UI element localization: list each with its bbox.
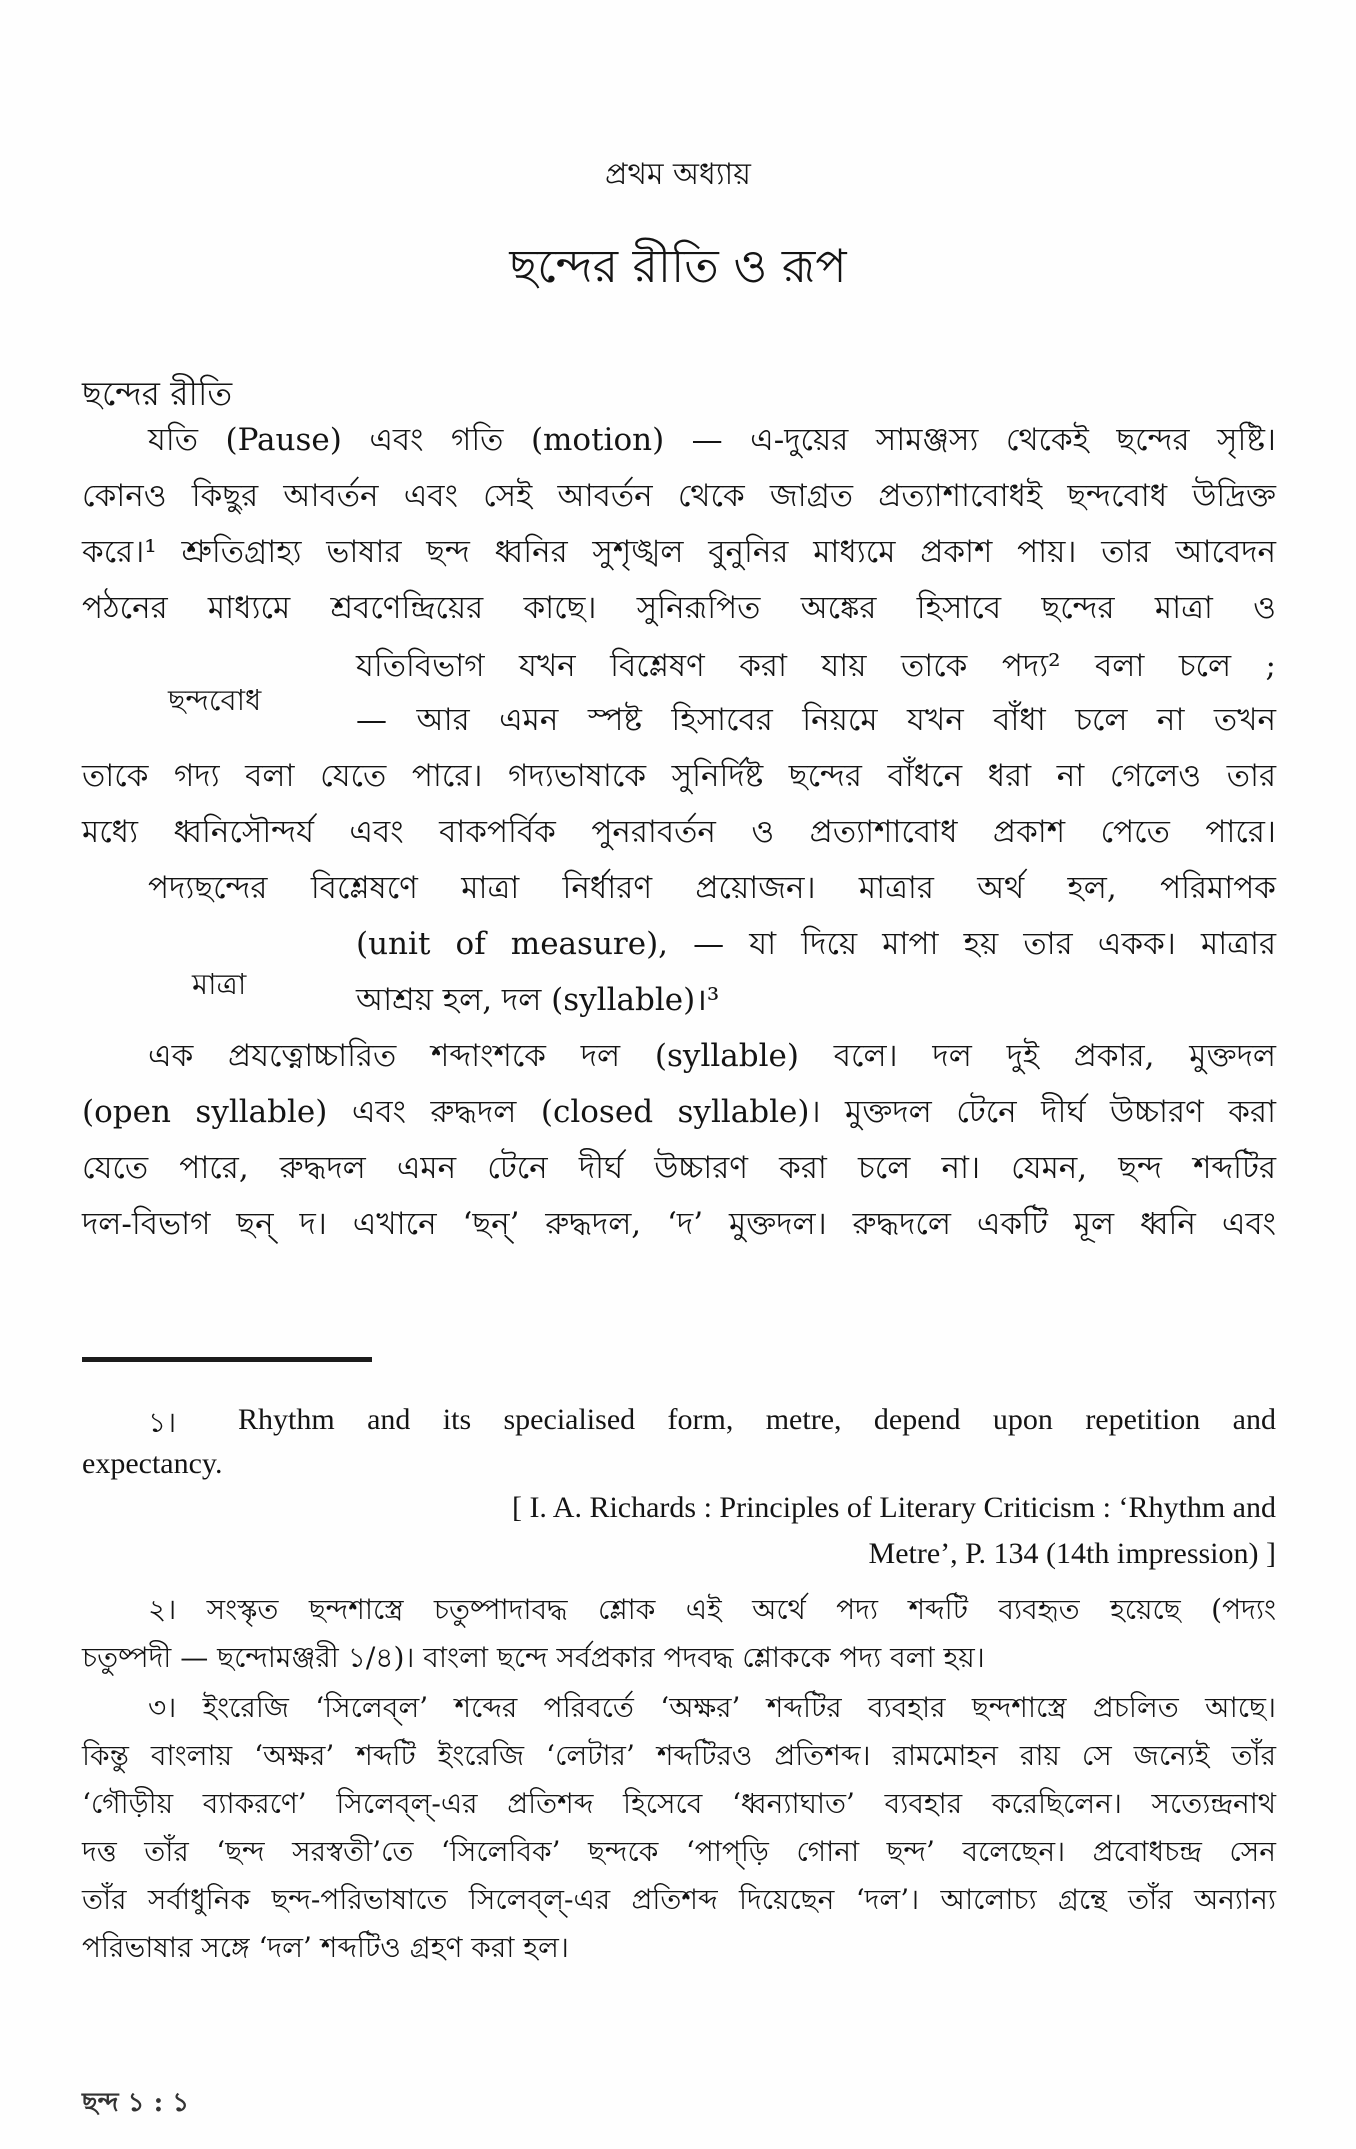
footnote-3-text: ‘গৌড়ীয় ব্যাকরণে’ সিলেব্‌ল্-এর প্রতিশব্দ হিসেবে ‘ধ্বন্যাঘাত’ ব্যবহার করেছিলেন। সত্যেন্দ্রনাথ xyxy=(82,1787,1276,1820)
body-line: কোনও কিছুর আবর্তন এবং সেই আবর্তন থেকে জাগ্রত প্রত্যাশাবোধই ছন্দবোধ উদ্রিক্ত xyxy=(82,478,1276,514)
body-line: করে।¹ শ্রুতিগ্রাহ্য ভাষার ছন্দ ধ্বনির সুশৃঙ্খল বুনুনির মাধ্যমে প্রকাশ পায়। তার আবেদন xyxy=(82,534,1276,570)
chapter-title: ছন্দের রীতি ও রূপ xyxy=(509,239,847,293)
body-line: (open syllable) এবং রুদ্ধদল (closed syllable)। মুক্তদল টেনে দীর্ঘ উচ্চারণ করা xyxy=(82,1094,1276,1130)
footnote-1-citation: Metre’, P. 134 (14th impression) ] xyxy=(868,1537,1276,1570)
body-line: যতিবিভাগ যখন বিশ্লেষণ করা যায় তাকে পদ্য² বলা চলে ; xyxy=(356,648,1276,684)
margin-note-matra: মাত্রা xyxy=(192,967,247,1001)
body-line: দল-বিভাগ ছন্ দ। এখানে ‘ছন্’ রুদ্ধদল, ‘দ’ মুক্তদল। রুদ্ধদলে একটি মূল ধ্বনি এবং xyxy=(82,1206,1276,1242)
footnote-3-text: কিন্তু বাংলায় ‘অক্ষর’ শব্দটি ইংরেজি ‘লেটার’ শব্দটিরও প্রতিশব্দ। রামমোহন রায় সে জন্যেই তাঁর xyxy=(82,1739,1276,1772)
footnote-1-text: expectancy. xyxy=(82,1447,223,1480)
footnote-2-text: চতুষ্পদী — ছন্দোমঞ্জরী ১/৪)। বাংলা ছন্দে সর্বপ্রকার পদবদ্ধ শ্লোককে পদ্য বলা হয়। xyxy=(82,1641,985,1674)
footnote-3-text: তাঁর সর্বাধুনিক ছন্দ-পরিভাষাতে সিলেব্‌ল্-এর প্রতিশব্দ দিয়েছেন ‘দল’। আলোচ্য গ্রন্থে তাঁর অন্যান্য xyxy=(82,1883,1276,1916)
body-line: — আর এমন স্পষ্ট হিসাবের নিয়মে যখন বাঁধা চলে না তখন xyxy=(356,702,1276,738)
footnote-1-citation: [ I. A. Richards : Principles of Literary Criticism : ‘Rhythm and xyxy=(511,1491,1276,1524)
footnote-3-text: পরিভাষার সঙ্গে ‘দল’ শব্দটিও গ্রহণ করা হল। xyxy=(82,1931,569,1964)
margin-note-chhandobodh: ছন্দবোধ xyxy=(168,683,262,717)
body-line: (unit of measure), — যা দিয়ে মাপা হয় তার একক। মাত্রার xyxy=(356,926,1276,962)
body-line: আশ্রয় হল, দল (syllable)।³ xyxy=(356,982,720,1018)
footnote-separator xyxy=(82,1357,372,1362)
section-heading: ছন্দের রীতি xyxy=(82,374,233,413)
body-line: যতি (Pause) এবং গতি (motion) — এ-দুয়ের সামঞ্জস্য থেকেই ছন্দের সৃষ্টি। xyxy=(148,422,1276,458)
body-line: তাকে গদ্য বলা যেতে পারে। গদ্যভাষাকে সুনির্দিষ্ট ছন্দের বাঁধনে ধরা না গেলেও তার xyxy=(82,758,1276,794)
footnote-2-text: ২। সংস্কৃত ছন্দশাস্ত্রে চতুষ্পাদাবদ্ধ শ্লোক এই অর্থে পদ্য শব্দটি ব্যবহৃত হয়েছে (পদ্যং xyxy=(148,1593,1276,1626)
body-line: মধ্যে ধ্বনিসৌন্দর্য এবং বাকপর্বিক পুনরাবর্তন ও প্রত্যাশাবোধ প্রকাশ পেতে পারে। xyxy=(82,814,1276,850)
body-line: পঠনের মাধ্যমে শ্রবণেন্দ্রিয়ের কাছে। সুনিরূপিত অঙ্কের হিসাবে ছন্দের মাত্রা ও xyxy=(82,590,1276,626)
footnote-3-text: ৩। ইংরেজি ‘সিলেব্‌ল’ শব্দের পরিবর্তে ‘অক্ষর’ শব্দটির ব্যবহার ছন্দশাস্ত্রে প্রচলিত আছে। xyxy=(148,1691,1276,1724)
footnote-3-text: দত্ত তাঁর ‘ছন্দ সরস্বতী’তে ‘সিলেবিক’ ছন্দকে ‘পাপ্‌ড়ি গোনা ছন্দ’ বলেছেন। প্রবোধচন্দ্র সেন xyxy=(82,1835,1276,1868)
chapter-label: প্রথম অধ্যায় xyxy=(605,157,751,192)
body-line: পদ্যছন্দের বিশ্লেষণে মাত্রা নির্ধারণ প্রয়োজন। মাত্রার অর্থ হল, পরিমাপক xyxy=(148,870,1276,906)
page-folio: ছন্দ ১ : ১ xyxy=(82,2088,190,2118)
body-line: এক প্রযত্নোচ্চারিত শব্দাংশকে দল (syllable) বলে। দল দুই প্রকার, মুক্তদল xyxy=(148,1038,1276,1074)
footnote-1-text: Rhythm and its specialised form, metre, depend upon repetition and xyxy=(238,1403,1276,1436)
body-line: যেতে পারে, রুদ্ধদল এমন টেনে দীর্ঘ উচ্চারণ করা চলে না। যেমন, ছন্দ শব্দটির xyxy=(82,1150,1276,1186)
footnote-1-marker: ১। xyxy=(148,1406,177,1439)
